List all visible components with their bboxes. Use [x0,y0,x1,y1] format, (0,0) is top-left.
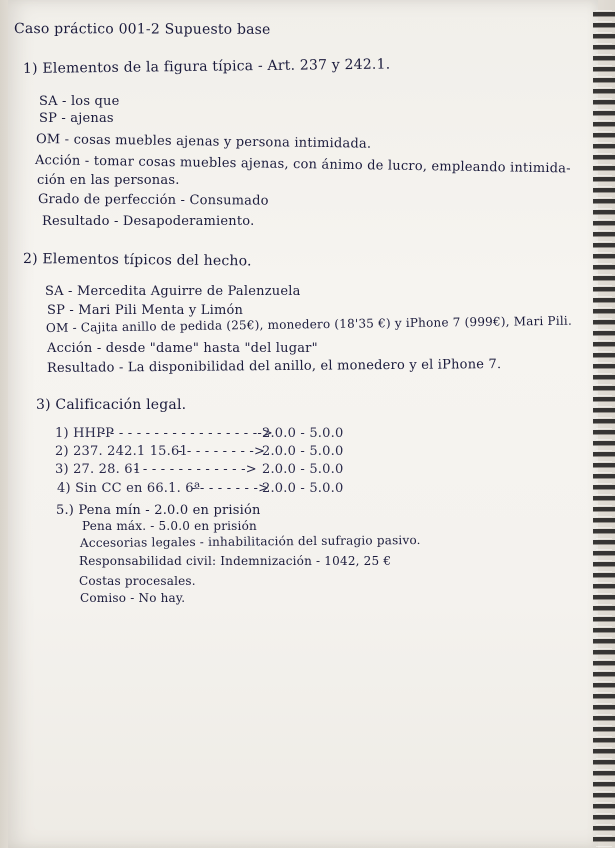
legal-item-4-label: 4) Sin CC en 66.1. 6ª [57,481,201,496]
legal-item-4-value: 2.0.0 - 5.0.0 [262,481,344,496]
legal-item-4-dashes: - - - - - - - -> [191,481,270,496]
section-1-sp: SP - ajenas [39,111,114,126]
section-2-accion: Acción - desde "dame" hasta "del lugar" [47,341,318,356]
legal-item-1-dashes: - - - - - - - - - - - - - - - - - --> [101,426,274,441]
section-3-heading: 3) Calificación legal. [36,397,187,413]
legal-item-2-label: 2) 237. 242.1 15.61 [55,444,188,459]
section-2-resultado: Resultado - La disponibilidad del anillo, el monedero y el iPhone 7. [46,357,502,376]
section-1-accion-line-1: Acción - tomar cosas muebles ajenas, con ánimo de lucro, empleando intimida- [34,153,571,177]
section-1-accion-line-2: ción en las personas. [37,173,180,188]
comiso: Comiso - No hay. [80,591,186,605]
section-1-heading: 1) Elementos de la figura típica - Art. 237 y 242.1. [22,56,391,77]
section-2-sa: SA - Mercedita Aguirre de Palenzuela [45,284,301,299]
legal-item-2-value: 2.0.0 - 5.0.0 [262,444,344,459]
section-2-om: OM - Cajita anillo de pedida (25€), monedero (18'35 €) y iPhone 7 (999€), Mari Pili. [45,313,572,335]
section-1-resultado: Resultado - Desapoderamiento. [42,214,255,229]
legal-item-1-value: 2.0.0 - 5.0.0 [262,426,344,441]
section-1-om: OM - cosas muebles ajenas y persona intimidada. [35,132,372,152]
section-1-grado: Grado de perfección - Consumado [37,192,269,209]
legal-item-3-value: 2.0.0 - 5.0.0 [262,462,344,477]
section-1-sa: SA - los que [39,94,120,109]
responsabilidad-civil: Responsabilidad civil: Indemnización - 1042, 25 € [79,554,392,568]
page-title: Caso práctico 001-2 Supuesto base [13,21,271,38]
legal-item-2-dashes: - - - - - - - - -> [178,444,266,459]
legal-item-1-label: 1) HHPP [55,426,115,441]
costas-procesales: Costas procesales. [79,574,196,588]
legal-item-5-pena-minima: 5.) Pena mín - 2.0.0 en prisión [56,503,261,518]
section-2-sp: SP - Mari Pili Menta y Limón [47,303,244,318]
accesorias-legales: Accesorias legales - inhabilitación del sufragio pasivo. [79,533,421,550]
section-2-heading: 2) Elementos típicos del hecho. [22,251,252,270]
legal-item-3-label: 3) 27. 28. 61 [55,462,142,477]
legal-item-3-dashes: - - - - - - - - - - - - -> [134,462,257,477]
pena-maxima: Pena máx. - 5.0.0 en prisión [82,519,257,533]
